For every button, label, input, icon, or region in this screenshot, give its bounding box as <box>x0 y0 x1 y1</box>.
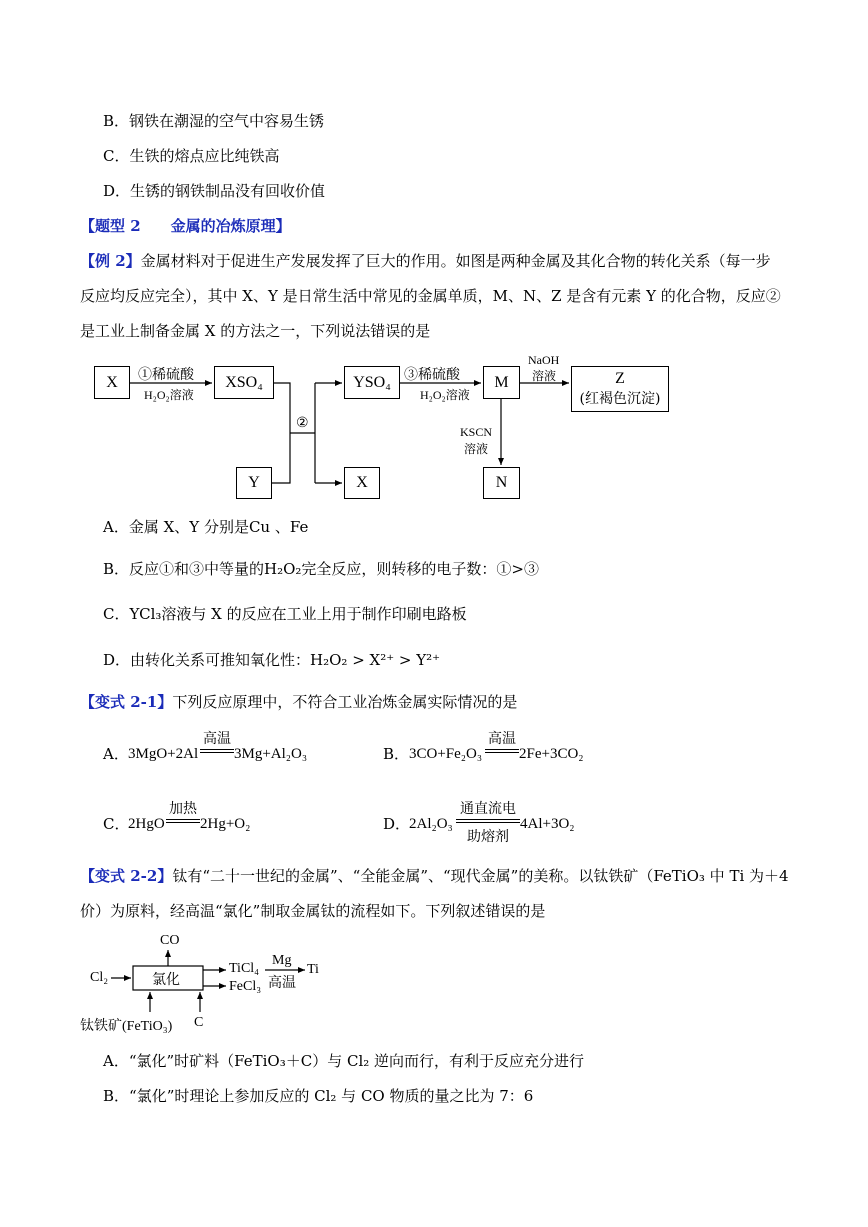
arrow1-top-label: ①稀硫酸 <box>138 368 194 383</box>
flow-fecl3: FeCl₃ <box>229 979 262 994</box>
example2-line3: 是工业上制备金属 X 的方法之一，下列说法错误的是 <box>80 322 431 340</box>
naoh-solution-label: 溶液 <box>532 369 557 383</box>
variant21-d-left: 2Al₂O₃ <box>409 816 453 832</box>
variant21-a-label: A． <box>103 745 129 763</box>
box-z-note: (红褐色沉淀) <box>579 391 661 407</box>
reaction2-label: ② <box>296 416 309 431</box>
variant21-c-left: 2HgO <box>128 816 165 832</box>
variant21-d-right: 4Al+3O₂ <box>520 816 575 832</box>
example2-text1: 金属材料对于促进生产发展发挥了巨大的作用。如图是两种金属及其化合物的转化关系（每一步 <box>140 252 771 270</box>
example2-option-d: D．由转化关系可推知氧化性：H₂O₂ > X²⁺ > Y²⁺ <box>103 651 441 669</box>
variant21-b-right: 2Fe+3CO₂ <box>519 746 584 762</box>
variant21-d-condition-bottom: 助熔剂 <box>467 829 509 845</box>
variant21-a-right: 3Mg+Al₂O₃ <box>234 746 308 762</box>
variant21-d-label: D． <box>383 815 411 833</box>
variant21-d-condition-top: 通直流电 <box>460 801 516 817</box>
variant22-tag: 【变式 2-2】 <box>80 867 173 885</box>
variant21-c-condition: 加热 <box>169 801 197 817</box>
box-xso4: XSO₄ <box>214 366 274 399</box>
box-yso4: YSO₄ <box>344 366 400 399</box>
box-x: X <box>94 366 130 399</box>
kscn-label: KSCN <box>460 425 493 439</box>
example2-tag: 【例 2】 <box>80 252 141 270</box>
naoh-label: NaOH <box>528 353 560 367</box>
kscn-solution-label: 溶液 <box>464 442 489 456</box>
flow-cl2: Cl₂ <box>90 970 109 985</box>
variant22-text1: 钛有“二十一世纪的金属”、“全能金属”、“现代金属”的美称。以钛铁矿（FeTiO₃ 中 Ti 为＋4 <box>172 867 789 885</box>
box-z-label: Z <box>615 370 625 387</box>
variant21-b-label: B． <box>383 745 410 763</box>
box-y: Y <box>236 467 272 499</box>
variant21-stem: 下列反应原理中，不符合工业冶炼金属实际情况的是 <box>172 693 518 711</box>
variant21-a-left: 3MgO+2Al <box>128 746 199 762</box>
variant22-option-b: B．“氯化”时理论上参加反应的 Cl₂ 与 CO 物质的量之比为 7：6 <box>103 1087 534 1105</box>
example2-line2: 反应均反应完全），其中 X、Y 是日常生活中常见的金属单质，M、N、Z 是含有元素 Y 的化合物，反应② <box>80 287 781 305</box>
variant22-option-a: A．“氯化”时矿料（FeTiO₃＋C）与 Cl₂ 逆向而行，有利于反应充分进行 <box>103 1052 585 1070</box>
example2-option-b: B．反应①和③中等量的H₂O₂完全反应，则转移的电子数：①>③ <box>103 560 539 578</box>
q1-option-c: C．生铁的熔点应比纯铁高 <box>103 147 280 165</box>
arrow3-bottom-label: H₂O₂溶液 <box>420 388 470 402</box>
flow-ore: 钛铁矿(FeTiO₃) <box>80 1019 173 1034</box>
variant21-c-label: C． <box>103 815 130 833</box>
arrow1-bottom-label: H₂O₂溶液 <box>144 388 194 402</box>
flow-ti: Ti <box>307 962 319 977</box>
flow-ticl4: TiCl₄ <box>229 961 260 976</box>
box-x2: X <box>344 467 380 499</box>
variant21-tag: 【变式 2-1】 <box>80 693 173 711</box>
variant21-c-right: 2Hg+O₂ <box>200 816 251 832</box>
variant22-line2: 价）为原料，经高温“氯化”制取金属钛的流程如下。下列叙述错误的是 <box>80 902 546 920</box>
example2-option-a: A．金属 X、Y 分别是Cu 、Fe <box>103 518 309 536</box>
variant21-a-condition: 高温 <box>203 731 231 747</box>
arrow3-top-label: ③稀硫酸 <box>404 368 460 383</box>
box-n: N <box>483 467 520 499</box>
flow-gaowen: 高温 <box>268 976 296 991</box>
flow-co: CO <box>160 933 180 948</box>
q1-option-d: D．生锈的钢铁制品没有回收价值 <box>103 182 326 200</box>
flow-mg: Mg <box>272 953 292 968</box>
variant21-b-left: 3CO+Fe₂O₃ <box>409 746 483 762</box>
flow-c: C <box>194 1015 204 1030</box>
section-title: 【题型 2 金属的冶炼原理】 <box>80 217 291 235</box>
q1-option-b: B．钢铁在潮湿的空气中容易生锈 <box>103 112 325 130</box>
variant21-b-condition: 高温 <box>488 731 516 747</box>
box-m: M <box>483 366 520 399</box>
flow-chlorination: 氯化 <box>152 973 180 988</box>
example2-option-c: C．YCl₃溶液与 X 的反应在工业上用于制作印刷电路板 <box>103 605 467 623</box>
